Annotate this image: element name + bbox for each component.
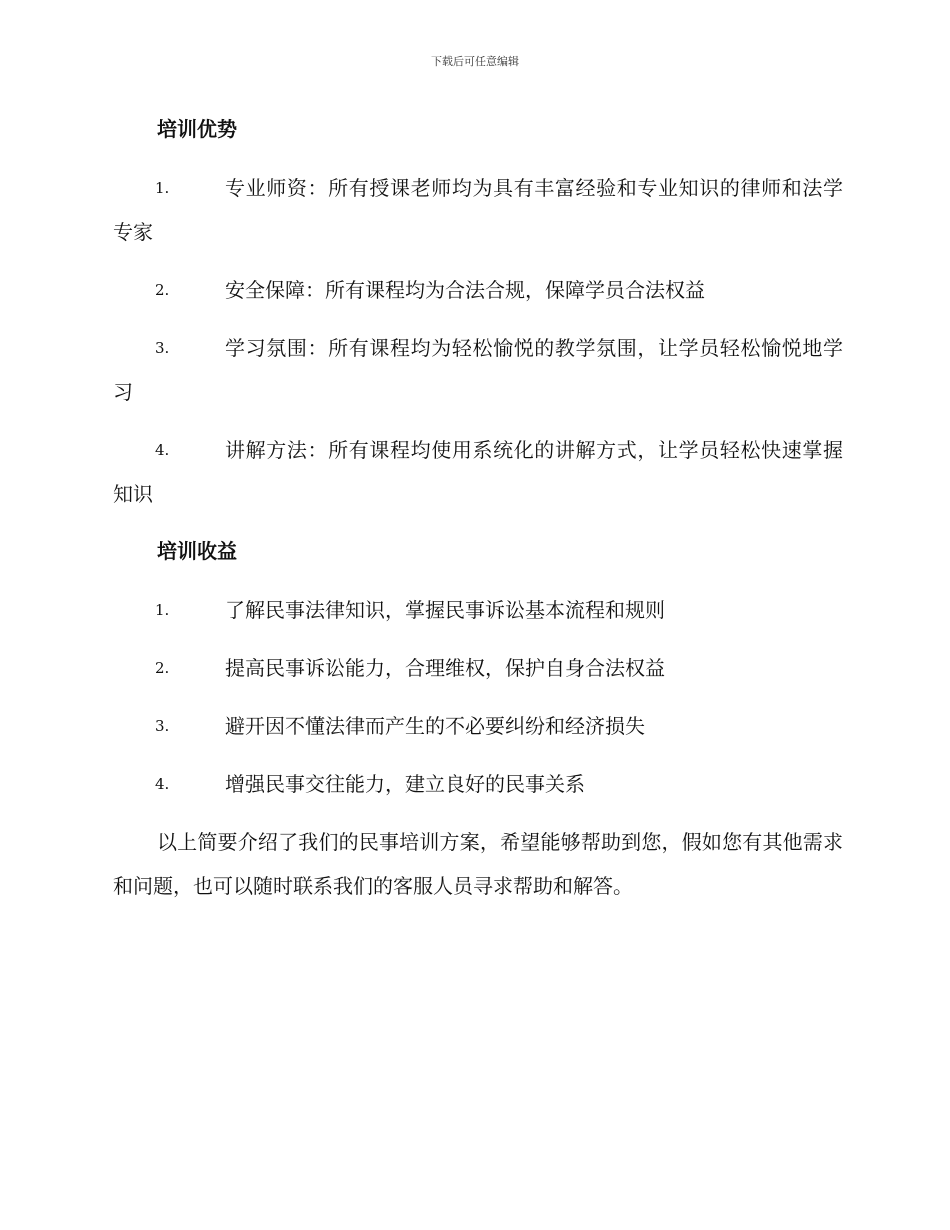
list-item-number: 4. [155, 775, 170, 793]
list-item-advantage-2 [113, 268, 843, 312]
list-item-benefit-1 [113, 588, 843, 632]
list-item-number: 2. [155, 659, 170, 677]
closing-paragraph: 以上简要介绍了我们的民事培训方案，希望能够帮助到您，假如您有其他需求和问题，也可以随时联系我们的客服人员寻求帮助和解答。 [113, 830, 843, 898]
list-item-text: 避开因不懂法律而产生的不必要纠纷和经济损失 [225, 714, 645, 738]
list-item-advantage-3 [113, 326, 843, 414]
list-item-advantage-4 [113, 428, 843, 516]
list-item-text: 专业师资：所有授课老师均为具有丰富经验和专业知识的律师和法学专家 [113, 176, 843, 244]
list-item-benefit-3 [113, 704, 843, 748]
list-item-number: 3. [155, 717, 170, 735]
list-item-number: 3. [155, 339, 170, 357]
document-body [113, 108, 843, 928]
list-item-text: 安全保障：所有课程均为合法合规，保障学员合法权益 [225, 278, 705, 302]
page-header-note: 下载后可任意编辑 [431, 55, 519, 68]
list-item-text: 提高民事诉讼能力，合理维权，保护自身合法权益 [225, 656, 665, 680]
list-item-advantage-1 [113, 166, 843, 254]
list-item-text: 增强民事交往能力，建立良好的民事关系 [225, 772, 585, 796]
section-heading-benefits: 培训收益 [157, 539, 237, 563]
list-item-text: 了解民事法律知识，掌握民事诉讼基本流程和规则 [225, 598, 665, 622]
list-item-number: 1. [155, 601, 170, 619]
section-heading-advantages: 培训优势 [157, 117, 237, 141]
list-item-text: 讲解方法：所有课程均使用系统化的讲解方式，让学员轻松快速掌握知识 [113, 438, 843, 506]
list-item-text: 学习氛围：所有课程均为轻松愉悦的教学氛围，让学员轻松愉悦地学习 [113, 336, 843, 404]
list-item-number: 4. [155, 441, 170, 459]
list-item-number: 1. [155, 179, 170, 197]
list-item-benefit-2 [113, 646, 843, 690]
list-item-number: 2. [155, 281, 170, 299]
list-item-benefit-4 [113, 762, 843, 806]
